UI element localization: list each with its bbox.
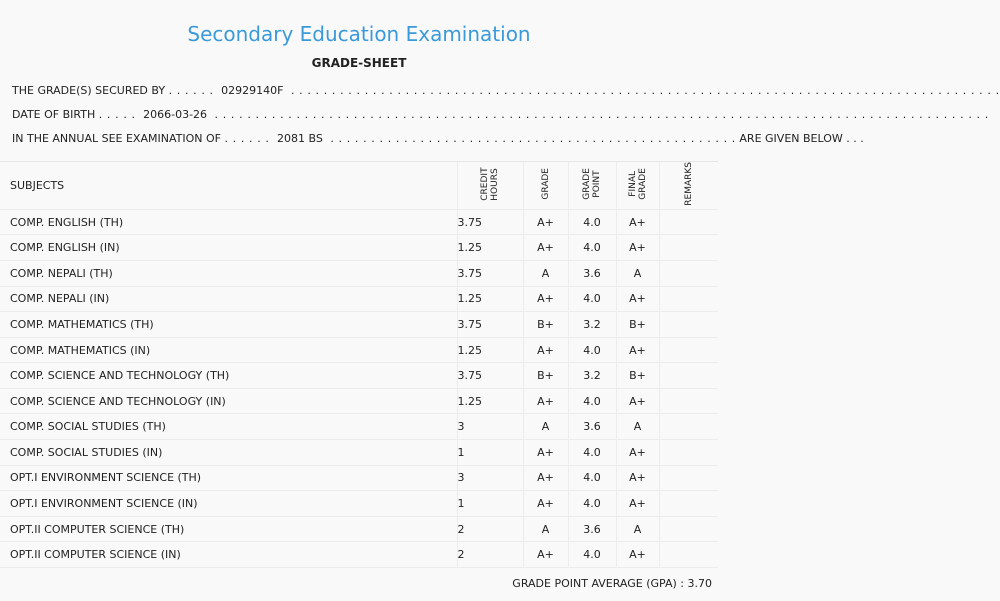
- table-row: [0, 516, 718, 542]
- credit-hours-cell: 3: [457, 414, 523, 440]
- subject-cell: OPT.I ENVIRONMENT SCIENCE (IN): [0, 491, 457, 517]
- gpa-line: [512, 577, 712, 590]
- table-header-row: [0, 162, 718, 209]
- final-grade-cell: A: [616, 414, 659, 440]
- dob-trailer: . . . . . . . . . . . . . . . . . . . . . . . . . . . . . . . . . . . . . . . . . . . . . . . . . . . . . . . . . . . . . . . . . . . . . . . . . . . . . . . . . . . . . . . . . . . . . . .: [214, 108, 989, 121]
- final-grade-cell: A+: [616, 286, 659, 312]
- grade-cell: A+: [523, 388, 568, 414]
- grade-point-cell: 4.0: [568, 209, 616, 235]
- subject-cell: OPT.I ENVIRONMENT SCIENCE (TH): [0, 465, 457, 491]
- table-row: [0, 414, 718, 440]
- header-subjects: SUBJECTS: [0, 162, 457, 209]
- remarks-cell: [659, 542, 718, 568]
- table-row: [0, 337, 718, 363]
- grade-cell: A+: [523, 491, 568, 517]
- grade-point-cell: 4.0: [568, 286, 616, 312]
- exam-title: Secondary Education Examination: [187, 22, 531, 46]
- subject-cell: COMP. SOCIAL STUDIES (IN): [0, 440, 457, 466]
- header-remarks: REMARKS: [683, 162, 694, 206]
- grade-cell: A: [523, 414, 568, 440]
- table-row: [0, 260, 718, 286]
- grade-secured-line: [12, 84, 1000, 97]
- dob-label: DATE OF BIRTH: [12, 108, 96, 121]
- header-final-grade-cell: [616, 162, 659, 209]
- subject-cell: OPT.II COMPUTER SCIENCE (TH): [0, 516, 457, 542]
- final-grade-cell: A+: [616, 440, 659, 466]
- final-grade-cell: A+: [616, 337, 659, 363]
- remarks-cell: [659, 363, 718, 389]
- grade-point-cell: 4.0: [568, 440, 616, 466]
- remarks-cell: [659, 337, 718, 363]
- table-row: [0, 209, 718, 235]
- final-grade-cell: A+: [616, 465, 659, 491]
- grade-secured-leader: . . . . . .: [168, 84, 214, 97]
- grade-cell: A: [523, 260, 568, 286]
- header-credit-hours: CREDIT HOURS: [480, 167, 500, 201]
- grade-cell: A+: [523, 235, 568, 261]
- grade-point-cell: 3.6: [568, 260, 616, 286]
- grade-cell: A+: [523, 209, 568, 235]
- grade-point-cell: 4.0: [568, 542, 616, 568]
- remarks-cell: [659, 388, 718, 414]
- header-grade-point: GRADE POINT: [582, 168, 602, 200]
- exam-label: IN THE ANNUAL SEE EXAMINATION OF: [12, 132, 221, 145]
- grade-point-cell: 4.0: [568, 491, 616, 517]
- remarks-cell: [659, 491, 718, 517]
- exam-year: 2081 BS: [277, 132, 323, 145]
- remarks-cell: [659, 516, 718, 542]
- grade-cell: A+: [523, 337, 568, 363]
- credit-hours-cell: 1.25: [457, 388, 523, 414]
- credit-hours-cell: 1.25: [457, 286, 523, 312]
- header-grade: GRADE: [540, 168, 551, 200]
- table-row: [0, 363, 718, 389]
- symbol-number: 02929140F: [221, 84, 284, 97]
- credit-hours-cell: 3.75: [457, 209, 523, 235]
- table-row: [0, 235, 718, 261]
- final-grade-cell: A+: [616, 491, 659, 517]
- credit-hours-cell: 2: [457, 516, 523, 542]
- grade-cell: A: [523, 516, 568, 542]
- grade-cell: B+: [523, 312, 568, 338]
- marks-table: [0, 162, 718, 568]
- subject-cell: COMP. SOCIAL STUDIES (TH): [0, 414, 457, 440]
- credit-hours-cell: 3.75: [457, 312, 523, 338]
- header-grade-cell: [523, 162, 568, 209]
- grade-cell: A+: [523, 465, 568, 491]
- credit-hours-cell: 3: [457, 465, 523, 491]
- header-credit-hours-cell: [457, 162, 523, 209]
- remarks-cell: [659, 260, 718, 286]
- grade-point-cell: 3.2: [568, 312, 616, 338]
- subject-cell: COMP. MATHEMATICS (IN): [0, 337, 457, 363]
- grade-secured-label: THE GRADE(S) SECURED BY: [12, 84, 166, 97]
- credit-hours-cell: 2: [457, 542, 523, 568]
- dob-leader: . . . . .: [98, 108, 136, 121]
- subject-cell: COMP. MATHEMATICS (TH): [0, 312, 457, 338]
- final-grade-cell: B+: [616, 363, 659, 389]
- grade-point-cell: 3.6: [568, 414, 616, 440]
- final-grade-cell: A: [616, 260, 659, 286]
- subject-cell: COMP. SCIENCE AND TECHNOLOGY (TH): [0, 363, 457, 389]
- grade-point-cell: 4.0: [568, 388, 616, 414]
- subject-cell: COMP. SCIENCE AND TECHNOLOGY (IN): [0, 388, 457, 414]
- table-row: [0, 312, 718, 338]
- dob-value: 2066-03-26: [143, 108, 208, 121]
- exam-trailer: . . . . . . . . . . . . . . . . . . . . . . . . . . . . . . . . . . . . . . . . . . . . . . . . . .: [330, 132, 736, 145]
- credit-hours-cell: 1.25: [457, 235, 523, 261]
- header-grade-point-cell: [568, 162, 616, 209]
- subject-cell: COMP. NEPALI (IN): [0, 286, 457, 312]
- date-of-birth-line: [12, 108, 989, 121]
- grade-point-cell: 3.6: [568, 516, 616, 542]
- table-row: [0, 286, 718, 312]
- grade-point-cell: 3.2: [568, 363, 616, 389]
- exam-leader: . . . . . .: [224, 132, 270, 145]
- grade-cell: A+: [523, 286, 568, 312]
- remarks-cell: [659, 312, 718, 338]
- final-grade-cell: A: [616, 516, 659, 542]
- subject-cell: COMP. ENGLISH (IN): [0, 235, 457, 261]
- gpa-value: 3.70: [687, 577, 712, 590]
- final-grade-cell: A+: [616, 388, 659, 414]
- header-final-grade: FINAL GRADE: [627, 168, 648, 200]
- exam-line: [12, 132, 864, 145]
- grade-point-cell: 4.0: [568, 465, 616, 491]
- grade-cell: B+: [523, 363, 568, 389]
- remarks-cell: [659, 235, 718, 261]
- credit-hours-cell: 3.75: [457, 363, 523, 389]
- final-grade-cell: A+: [616, 209, 659, 235]
- grade-cell: A+: [523, 542, 568, 568]
- credit-hours-cell: 1: [457, 440, 523, 466]
- final-grade-cell: A+: [616, 542, 659, 568]
- table-row: [0, 491, 718, 517]
- credit-hours-cell: 1.25: [457, 337, 523, 363]
- grade-point-cell: 4.0: [568, 235, 616, 261]
- grade-sheet-heading: GRADE-SHEET: [311, 56, 407, 70]
- grade-cell: A+: [523, 440, 568, 466]
- gpa-label: GRADE POINT AVERAGE (GPA) :: [512, 577, 684, 590]
- remarks-cell: [659, 286, 718, 312]
- grade-point-cell: 4.0: [568, 337, 616, 363]
- table-row: [0, 465, 718, 491]
- remarks-cell: [659, 209, 718, 235]
- exam-suffix: ARE GIVEN BELOW . . .: [739, 132, 864, 145]
- credit-hours-cell: 3.75: [457, 260, 523, 286]
- header-remarks-cell: [659, 162, 718, 209]
- remarks-cell: [659, 414, 718, 440]
- credit-hours-cell: 1: [457, 491, 523, 517]
- subject-cell: OPT.II COMPUTER SCIENCE (IN): [0, 542, 457, 568]
- table-row: [0, 440, 718, 466]
- subject-cell: COMP. NEPALI (TH): [0, 260, 457, 286]
- remarks-cell: [659, 440, 718, 466]
- subject-cell: COMP. ENGLISH (TH): [0, 209, 457, 235]
- remarks-cell: [659, 465, 718, 491]
- table-row: [0, 542, 718, 568]
- grade-secured-trailer: . . . . . . . . . . . . . . . . . . . . . . . . . . . . . . . . . . . . . . . . . . . . . . . . . . . . . . . . . . . . . . . . . . . . . . . . . . . . . . . . . . . . . . .: [290, 84, 1000, 97]
- final-grade-cell: A+: [616, 235, 659, 261]
- final-grade-cell: B+: [616, 312, 659, 338]
- table-row: [0, 388, 718, 414]
